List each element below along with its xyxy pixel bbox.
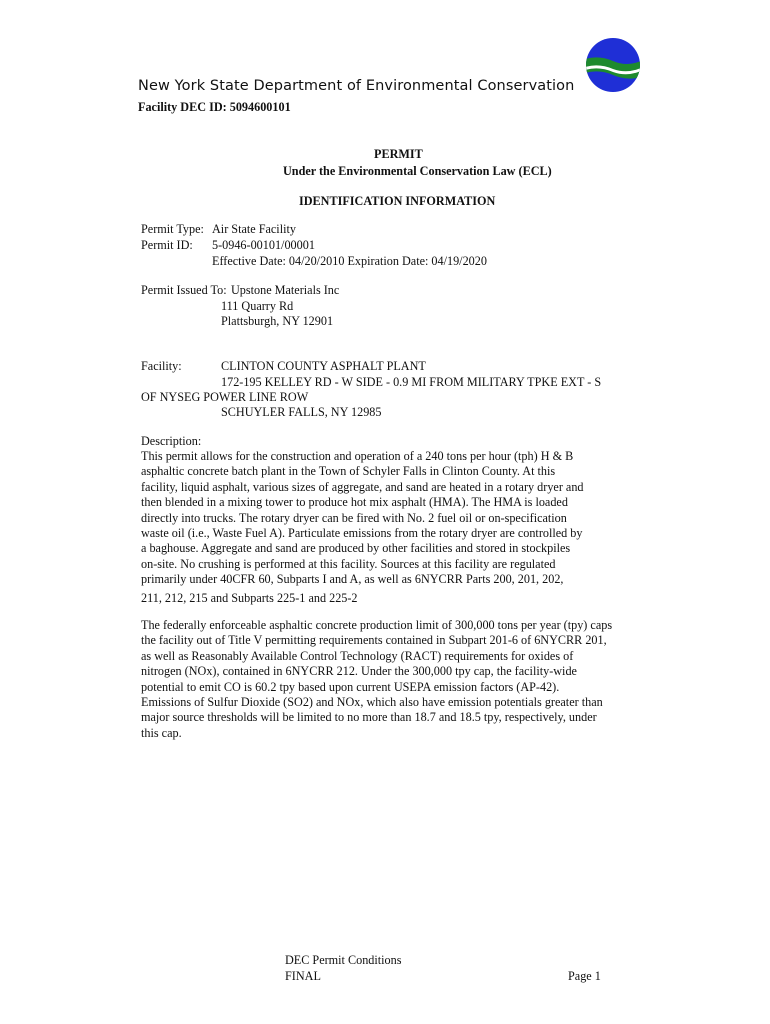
description-paragraph-1 bbox=[141, 449, 621, 606]
ecl-subheading: Under the Environmental Conservation Law (ECL) bbox=[283, 164, 552, 178]
description-line: 211, 212, 215 and Subparts 225-1 and 225-2 bbox=[141, 590, 358, 605]
permit-type-value: Air State Facility bbox=[212, 222, 296, 236]
issued-to-address1: 111 Quarry Rd bbox=[221, 299, 294, 313]
description-line: a baghouse. Aggregate and sand are produced by other facilities and stored in stockpiles bbox=[141, 541, 571, 556]
facility-city: SCHUYLER FALLS, NY 12985 bbox=[221, 405, 382, 419]
description-label: Description: bbox=[141, 434, 202, 448]
facility-location1: 172-195 KELLEY RD - W SIDE - 0.9 MI FROM MILITARY TPKE EXT - S bbox=[221, 375, 602, 389]
issued-to-name: Upstone Materials Inc bbox=[231, 283, 340, 297]
description-line: on-site. No crushing is performed at this facility. Sources at this facility are regulated bbox=[141, 556, 556, 571]
issued-to-address2: Plattsburgh, NY 12901 bbox=[221, 314, 334, 328]
permit-heading: PERMIT bbox=[374, 147, 423, 161]
footer-status: FINAL bbox=[285, 969, 321, 983]
facility-dec-id: Facility DEC ID: 5094600101 bbox=[138, 100, 291, 114]
facility-location2: OF NYSEG POWER LINE ROW bbox=[141, 390, 309, 404]
description-line: the facility out of Title V permitting requirements contained in Subpart 201-6 of 6NYCRR 201, bbox=[141, 633, 607, 648]
description-line: nitrogen (NOx), contained in 6NYCRR 212. Under the 300,000 tpy cap, the facility-wide bbox=[141, 664, 577, 679]
description-line: asphaltic concrete batch plant in the Town of Schyler Falls in Clinton County. At this bbox=[141, 464, 556, 479]
description-line: potential to emit CO is 60.2 tpy based upon current USEPA emission factors (AP-42). bbox=[141, 679, 560, 694]
permit-type-label: Permit Type: bbox=[141, 222, 204, 236]
facility-name: CLINTON COUNTY ASPHALT PLANT bbox=[221, 359, 426, 373]
facility-label: Facility: bbox=[141, 359, 182, 373]
description-line: facility, liquid asphalt, various sizes of aggregate, and sand are heated in a rotary dryer and bbox=[141, 479, 584, 494]
footer-page-number: Page 1 bbox=[568, 969, 601, 983]
description-line: this cap. bbox=[141, 725, 182, 740]
description-line: This permit allows for the construction and operation of a 240 tons per hour (tph) H & B bbox=[141, 449, 574, 463]
issued-to-label: Permit Issued To: bbox=[141, 283, 227, 297]
description-line: then blended in a mixing tower to produce hot mix asphalt (HMA). The HMA is loaded bbox=[141, 495, 568, 510]
description-line: Emissions of Sulfur Dioxide (SO2) and NOx, which also have emission potentials greater than bbox=[141, 694, 603, 709]
permit-dates: Effective Date: 04/20/2010 Expiration Date: 04/19/2020 bbox=[212, 254, 487, 268]
dec-logo bbox=[585, 37, 641, 93]
description-line: major source thresholds will be limited to no more than 18.7 and 18.5 tpy, respectively, under bbox=[141, 710, 597, 725]
description-line: as well as Reasonably Available Control Technology (RACT) requirements for oxides of bbox=[141, 648, 574, 663]
agency-title: New York State Department of Environmental Conservation bbox=[138, 78, 575, 94]
description-paragraph-2 bbox=[141, 618, 621, 741]
permit-id-label: Permit ID: bbox=[141, 238, 193, 252]
description-line: waste oil (i.e., Waste Fuel A). Particulate emissions from the rotary dryer are controlled by bbox=[141, 525, 583, 540]
description-line: primarily under 40CFR 60, Subparts I and A, as well as 6NYCRR Parts 200, 201, 202, bbox=[141, 572, 564, 587]
identification-heading: IDENTIFICATION INFORMATION bbox=[299, 194, 496, 208]
description-line: The federally enforceable asphaltic concrete production limit of 300,000 tons per year (tpy) caps bbox=[141, 618, 613, 632]
footer-conditions: DEC Permit Conditions bbox=[285, 953, 402, 967]
description-line: directly into trucks. The rotary dryer can be fired with No. 2 fuel oil or on-specification bbox=[141, 510, 567, 525]
permit-id-value: 5-0946-00101/00001 bbox=[212, 238, 315, 252]
